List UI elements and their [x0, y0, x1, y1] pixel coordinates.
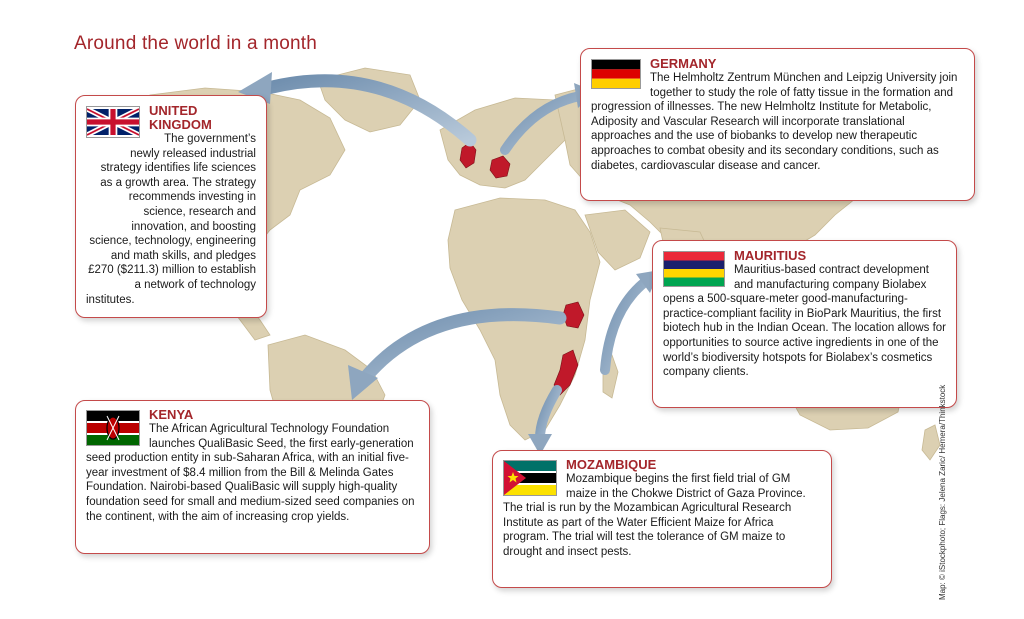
germany-heading: GERMANY	[650, 56, 717, 71]
kenya-text: The African Agricultural Technology Foundation launches QualiBasic Seed, the first early-generation seed production entity in sub-Saharan Africa, with an initial five-year investment of $8.4 million from the Bill & Melinda Gates Foundation. Nairobi-based QualiBasic will supply high-quality foundation seed for small and medium-sized seed companies on the continent, with the aim of increasing crop yields.	[86, 423, 415, 523]
uk-name-line2: KINGDOM	[149, 117, 212, 132]
uk-card	[75, 95, 267, 318]
kenya-flag-icon	[86, 410, 140, 446]
image-credit: Map: © iStockphoto; Flags: Jelena Zaric/ Hemera/Thinkstock	[938, 384, 947, 600]
germany-card	[580, 48, 975, 201]
uk-text: The government’s newly released industrial strategy identifies life sciences as a growth area. The strategy recommends investing in science, research and innovation, and boosting science, technology, engineering and math skills, and pledges £270 ($211.3) million to establish a network of technology institutes.	[86, 133, 256, 306]
mozambique-flag-icon	[503, 460, 557, 496]
mozambique-text: Mozambique begins the first field trial of GM maize in the Chokwe District of Gaza Province. The trial is run by the Mozambican Agricultural Research Institute as part of the Water Efficient Maize for Africa program. The trial will test the tolerance of GM maize to drought and insect pests.	[503, 473, 806, 558]
mauritius-card	[652, 240, 957, 408]
kenya-card	[75, 400, 430, 554]
mauritius-heading: MAURITIUS	[734, 248, 807, 263]
mauritius-text: Mauritius-based contract development and manufacturing company Biolabex opens a 500-square-meter good-manufacturing-practice-compliant facility in BioPark Mauritius, the first biotech hub in the Indian Ocean. The location allows for opportunities to source active ingredients in one of the world’s biodiversity hotspots for Biolabex’s cosmetics company clients.	[663, 264, 946, 379]
mozambique-card	[492, 450, 832, 588]
union-jack-flag-icon	[86, 106, 140, 138]
kenya-heading: KENYA	[149, 407, 194, 422]
mauritius-flag-icon	[663, 251, 725, 287]
mozambique-heading: MOZAMBIQUE	[566, 457, 657, 472]
arrow-to-mauritius	[605, 282, 645, 370]
germany-flag-icon	[591, 59, 641, 89]
germany-text: The Helmholtz Zentrum München and Leipzig University join together to study the role of fatty tissue in the formation and progression of illnesses. The new Helmholtz Institute for Metabolic, Adiposity and Vascular Research will incorporate translational approaches and the use of biobanks to develop new therapeutic approaches to combat obesity and its secondary conditions, such as diabetes, cardiovascular disease and cancer.	[591, 72, 958, 172]
page-title: Around the world in a month	[74, 33, 318, 54]
uk-name-line1: UNITED	[149, 103, 198, 118]
